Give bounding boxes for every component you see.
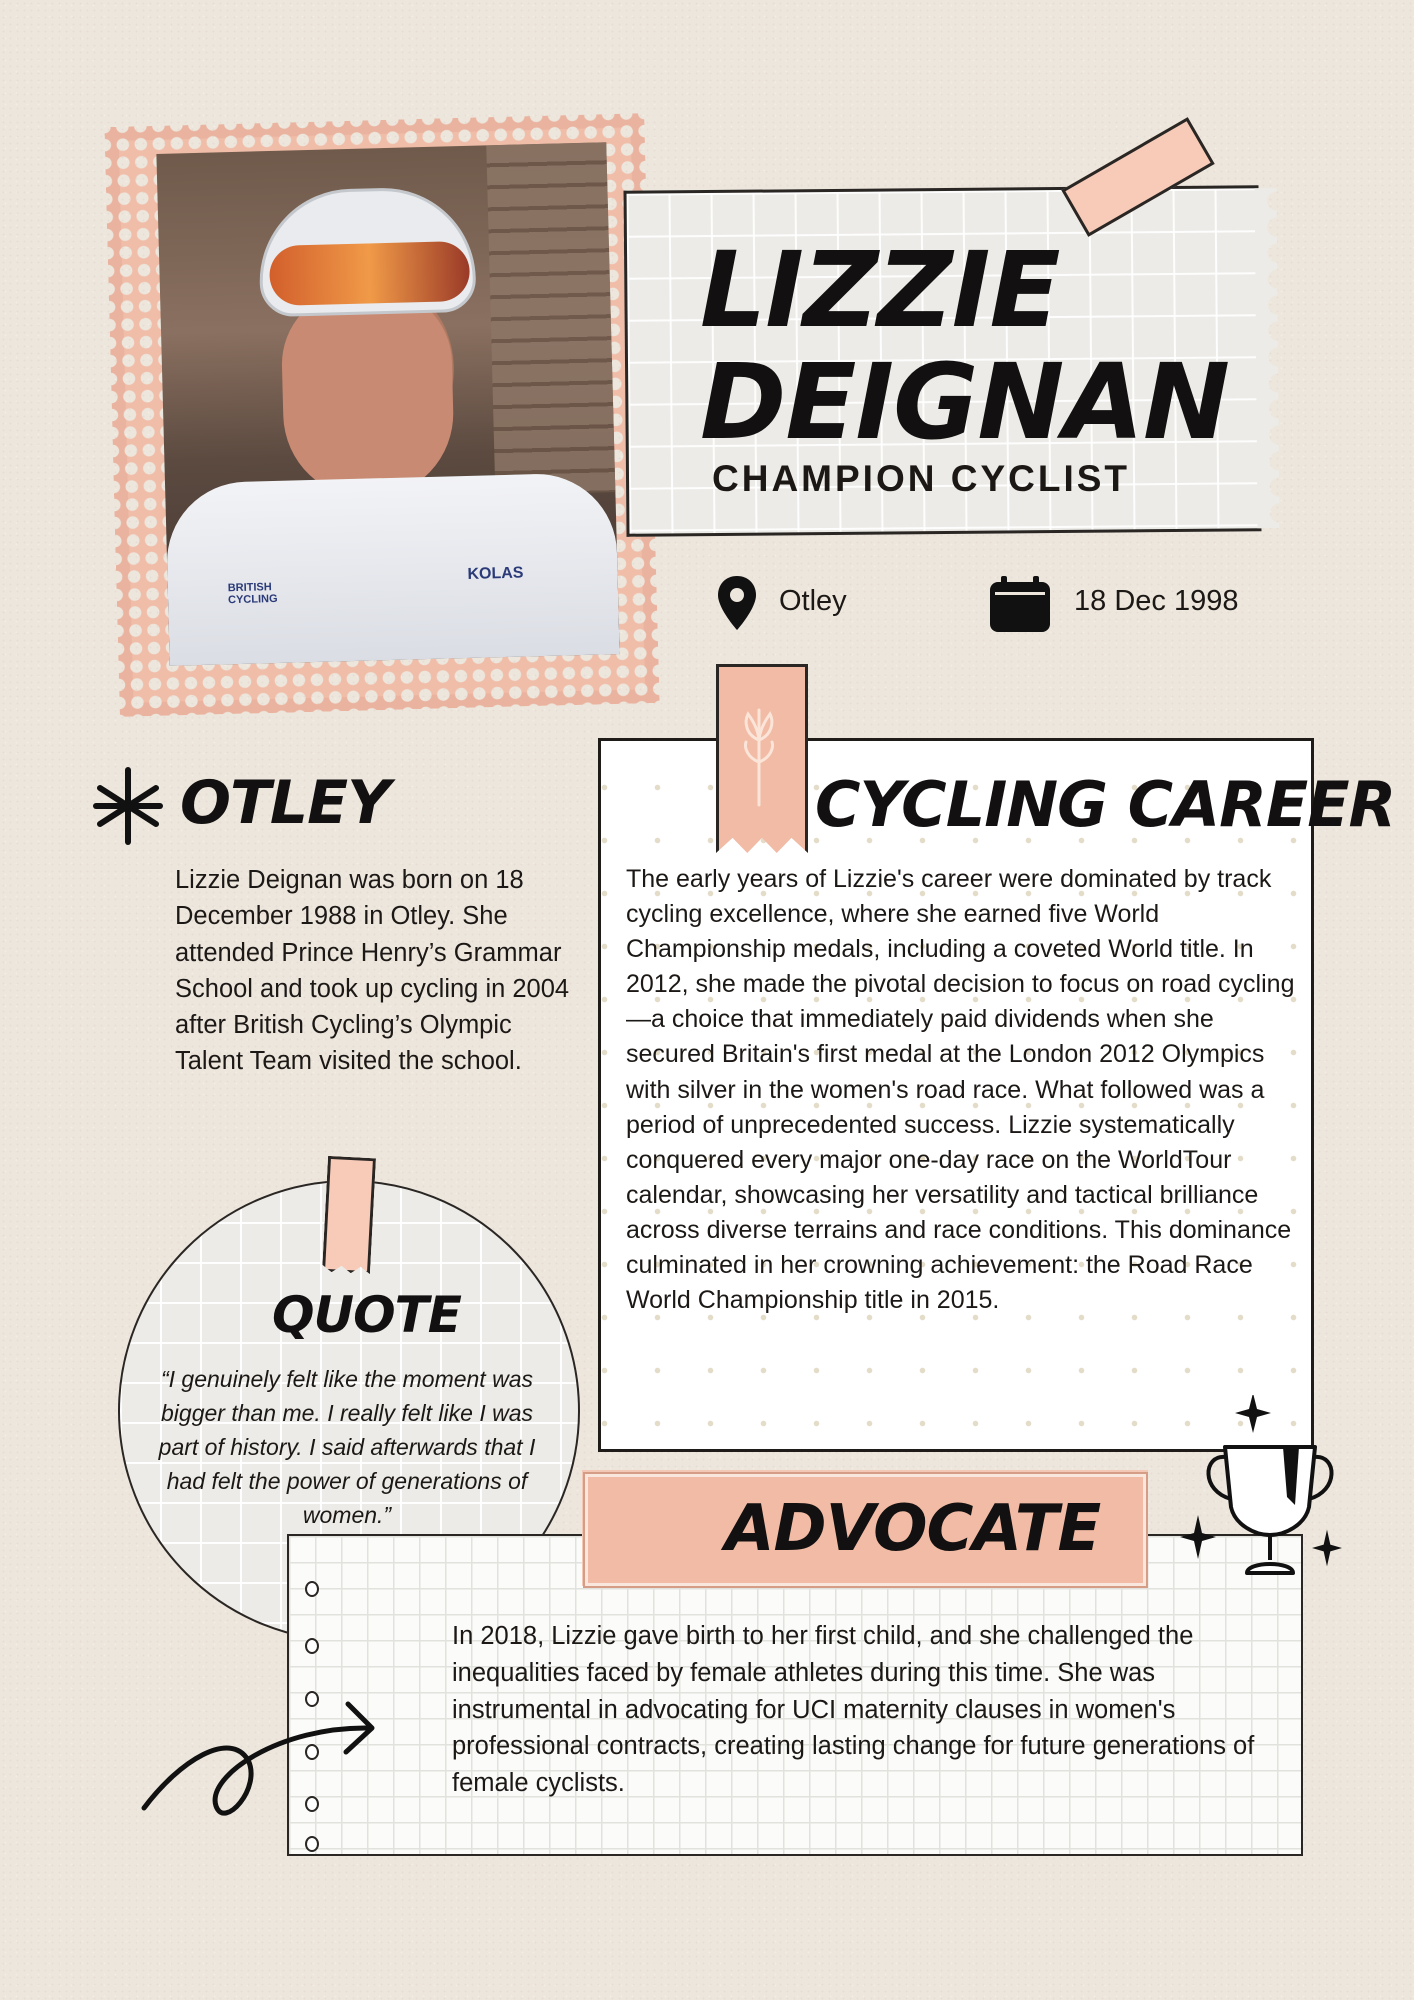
quote-heading: QUOTE [272, 1286, 461, 1344]
otley-body: Lizzie Deignan was born on 18 December 1988 in Otley. She attended Prince Henry’s Grammar School and took up cycling in 2004 after British Cycling’s Olympic Talent Team visited the school. [175, 866, 570, 1076]
name-last: DEIGNAN [700, 341, 1229, 463]
career-body: The early years of Lizzie's career were dominated by track cycling excellence, where she earned five World Championship medals, including a coveted World title. In 2012, she made the pivotal decision to focus on road cycling—a choice that immediately paid dividends when she secured Britain's first medal at the London 2012 Olympics with silver in the women's road race. What followed was a period of unprecedented success. Lizzie systematically conquered every major one-day race on the WorldTour calendar, showcasing her versatility and tactical brilliance across diverse terrains and race conditions. This dominance culminated in her crowning achievement: the Road Race World Championship title in 2015. [626, 865, 1295, 1315]
leaf-sprig-icon [736, 700, 782, 810]
sparkle-icon-left [1180, 1515, 1216, 1559]
advocate-body: In 2018, Lizzie gave birth to her first child, and she challenged the inequalities faced by female athletes during this time. She was instrumental in advocating for UCI maternity clauses in women's professional contracts, creating lasting change for future generations of female cyclists. [452, 1622, 1255, 1798]
career-heading: CYCLING CAREER [815, 768, 1396, 841]
asterisk-doodle-icon [92, 764, 164, 848]
sparkle-icon-right [1312, 1528, 1342, 1568]
date-text: 18 Dec 1998 [1074, 585, 1239, 617]
map-pin-icon [715, 574, 759, 632]
quote-body: “I genuinely felt like the moment was bigger than me. I really felt like I was part of history. I said afterwards that I had felt the power of generations of women.” [158, 1366, 536, 1528]
name-first: LIZZIE [700, 229, 1060, 351]
jersey-small-text: BRITISH CYCLING [227, 581, 278, 607]
profile-photo [156, 142, 619, 666]
otley-heading: OTLEY [180, 768, 390, 838]
quote-tape [322, 1156, 376, 1274]
advocate-heading: ADVOCATE [725, 1492, 1101, 1566]
subtitle: CHAMPION CYCLIST [712, 458, 1130, 499]
location-text: Otley [779, 585, 847, 617]
jersey-logo-text: KOLAS [467, 564, 524, 583]
calendar-icon [987, 574, 1053, 634]
loop-arrow-doodle-icon [140, 1690, 380, 1840]
